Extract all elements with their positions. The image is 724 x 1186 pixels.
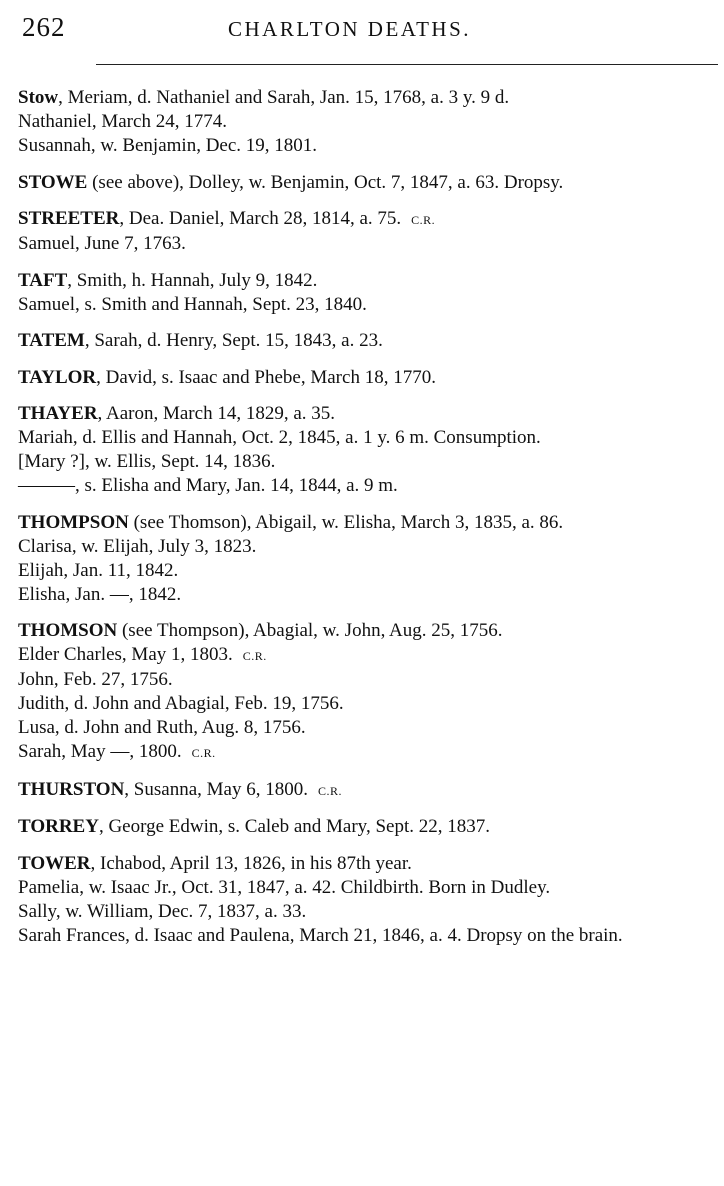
death-entry (18, 924, 718, 948)
surname: TAFT (18, 269, 68, 291)
death-entry (18, 474, 718, 498)
surname: THOMSON (18, 620, 118, 641)
death-entry (18, 668, 718, 692)
death-entry (18, 86, 718, 110)
page-header (22, 12, 710, 46)
entry-text: Nathaniel, March 24, 1774. (18, 111, 227, 132)
church-record-mark: C.R. (242, 649, 267, 663)
entry-text: , Smith, h. Hannah, July 9, 1842. (67, 269, 318, 291)
surname: STREETER (18, 208, 120, 229)
death-entry (18, 692, 718, 716)
death-entry (18, 716, 718, 740)
entry-text: [Mary ?], w. Ellis, Sept. 14, 1836. (18, 451, 276, 472)
entry-text: Elisha, Jan. —, 1842. (18, 583, 182, 605)
surname-group (18, 511, 718, 607)
entry-text: , George Edwin, s. Caleb and Mary, Sept. 22, 1837. (98, 816, 490, 837)
death-entry (18, 426, 718, 450)
death-records (18, 86, 718, 960)
entry-text: Elijah, Jan. 11, 1842. (18, 559, 179, 581)
surname-group (18, 815, 718, 839)
surname-group (18, 402, 718, 498)
death-entry (18, 535, 718, 559)
entry-text: Sally, w. William, Dec. 7, 1837, a. 33. (18, 900, 307, 922)
death-entry (18, 740, 718, 765)
running-title: CHARLTON DEATHS. (228, 17, 472, 41)
entry-text: Judith, d. John and Abagial, Feb. 19, 1756. (18, 693, 344, 714)
entry-text: (see above), Dolley, w. Benjamin, Oct. 7, 1847, a. 63. Dropsy. (87, 171, 564, 193)
death-entry (18, 643, 718, 668)
entry-text: ———, s. Elisha and Mary, Jan. 14, 1844, a. 9 m. (18, 475, 398, 496)
death-entry (18, 171, 718, 195)
surname: TAYLOR (18, 366, 97, 388)
entry-text: , Aaron, March 14, 1829, a. 35. (97, 403, 336, 424)
surname: TORREY (18, 816, 99, 837)
death-entry (18, 900, 718, 924)
surname: STOWE (18, 171, 88, 193)
surname-group (18, 86, 718, 158)
entry-text: Mariah, d. Ellis and Hannah, Oct. 2, 1845, a. 1 y. 6 m. Consumption. (18, 427, 541, 448)
death-entry (18, 402, 718, 426)
surname: TOWER (18, 852, 91, 874)
death-entry (18, 329, 718, 353)
entry-text: Samuel, June 7, 1763. (18, 233, 186, 254)
entry-text: Samuel, s. Smith and Hannah, Sept. 23, 1840. (18, 293, 367, 315)
death-entry (18, 583, 718, 607)
death-entry (18, 815, 718, 839)
death-entry (18, 134, 718, 158)
surname-group (18, 171, 718, 195)
surname-group (18, 207, 718, 256)
surname-group (18, 778, 718, 803)
death-entry (18, 110, 718, 134)
entry-text: Pamelia, w. Isaac Jr., Oct. 31, 1847, a. 42. Childbirth. Born in Dudley. (18, 876, 551, 898)
death-entry (18, 852, 718, 876)
entry-text: , Ichabod, April 13, 1826, in his 87th year. (90, 852, 412, 874)
entry-text: Elder Charles, May 1, 1803. (18, 644, 233, 665)
entry-text: (see Thompson), Abagial, w. John, Aug. 25, 1756. (117, 620, 503, 641)
surname-group (18, 269, 718, 317)
church-record-mark: C.R. (191, 746, 216, 760)
death-entry (18, 511, 718, 535)
death-entry (18, 450, 718, 474)
entry-text: , Dea. Daniel, March 28, 1814, a. 75. (119, 208, 402, 229)
church-record-mark: C.R. (411, 213, 436, 227)
entry-text: Lusa, d. John and Ruth, Aug. 8, 1756. (18, 717, 306, 738)
surname-group (18, 619, 718, 765)
death-entry (18, 876, 718, 900)
surname: Stow (18, 87, 59, 108)
entry-text: , Susanna, May 6, 1800. (124, 778, 308, 800)
page-number: 262 (22, 12, 66, 42)
surname-group (18, 329, 718, 353)
entry-text: Sarah Frances, d. Isaac and Paulena, March 21, 1846, a. 4. Dropsy on the brain. (18, 924, 623, 946)
church-record-mark: C.R. (317, 783, 342, 798)
entry-text: , David, s. Isaac and Phebe, March 18, 1770. (96, 366, 436, 388)
entry-text: , Meriam, d. Nathaniel and Sarah, Jan. 15, 1768, a. 3 y. 9 d. (58, 87, 510, 108)
death-entry (18, 269, 718, 293)
surname-group (18, 366, 718, 390)
death-entry (18, 232, 718, 256)
death-entry (18, 207, 718, 232)
entry-text: , Sarah, d. Henry, Sept. 15, 1843, a. 23. (84, 330, 383, 351)
surname: TATEM (18, 330, 85, 351)
death-entry (18, 559, 718, 583)
death-entry (18, 293, 718, 317)
entry-text: Clarisa, w. Elijah, July 3, 1823. (18, 535, 257, 557)
death-entry (18, 778, 718, 803)
surname: THOMPSON (18, 511, 129, 533)
header-rule (96, 64, 718, 65)
entry-text: Sarah, May —, 1800. (18, 741, 182, 762)
death-entry (18, 366, 718, 390)
surname: THAYER (18, 403, 98, 424)
entry-text: Susannah, w. Benjamin, Dec. 19, 1801. (18, 135, 318, 156)
entry-text: John, Feb. 27, 1756. (18, 669, 173, 690)
entry-text: (see Thomson), Abigail, w. Elisha, March 3, 1835, a. 86. (128, 511, 564, 533)
surname-group (18, 852, 718, 948)
death-entry (18, 619, 718, 643)
surname: THURSTON (18, 778, 125, 800)
